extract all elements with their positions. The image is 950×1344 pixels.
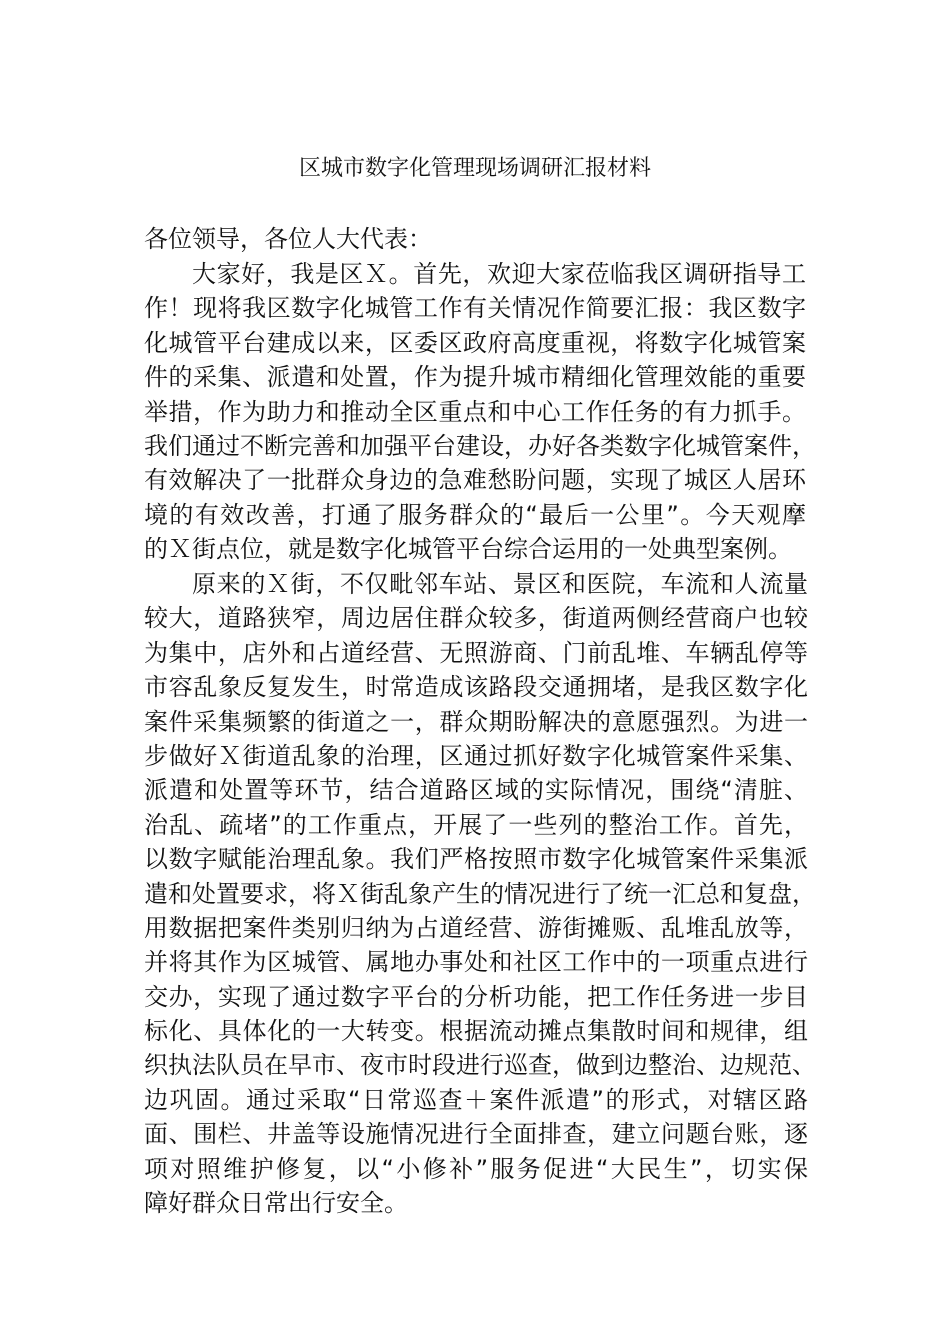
paragraph-line: 市容乱象反复发生，时常造成该路段交通拥堵，是我区数字化 [144,673,808,702]
paragraph-line: 治乱、疏堵”的工作重点，开展了一些列的整治工作。首先， [144,810,808,839]
paragraph-line: 作！现将我区数字化城管工作有关情况作简要汇报：我区数字 [144,294,806,323]
paragraph-intro [144,257,816,567]
paragraph-line: 境的有效改善，打通了服务群众的“最后一公里”。今天观摩 [144,500,806,529]
paragraph-line: 交办，实现了通过数字平台的分析功能，把工作任务进一步目 [144,982,808,1011]
paragraph-line: 为集中，店外和占道经营、无照游商、门前乱堆、车辆乱停等 [144,638,808,667]
paragraph-line: 化城管平台建成以来，区委区政府高度重视，将数字化城管案 [144,328,806,357]
paragraph-line: 项对照维护修复，以“小修补”服务促进“大民生”，切实保 [144,1154,808,1183]
paragraph-line: 遣和处置要求，将Ｘ街乱象产生的情况进行了统一汇总和复盘， [144,879,816,908]
paragraph-line: 大家好，我是区Ｘ。首先，欢迎大家莅临我区调研指导工 [192,260,806,288]
paragraph-line: 标化、具体化的一大转变。根据流动摊点集散时间和规律，组 [144,1017,808,1046]
paragraph-line: 边巩固。通过采取“日常巡查＋案件派遣”的形式，对辖区路 [144,1085,808,1114]
paragraph-street-governance [144,567,816,1220]
paragraph-line: 我们通过不断完善和加强平台建设，办好各类数字化城管案件， [144,431,816,460]
paragraph-line: 织执法队员在早市、夜市时段进行巡查，做到边整治、边规范、 [144,1051,816,1080]
paragraph-line: 步做好Ｘ街道乱象的治理，区通过抓好数字化城管案件采集、 [144,741,808,770]
paragraph-line: 用数据把案件类别归纳为占道经营、游街摊贩、乱堆乱放等， [144,913,808,942]
paragraph-line: 举措，作为助力和推动全区重点和中心工作任务的有力抓手。 [144,397,806,426]
paragraph-line: 以数字赋能治理乱象。我们严格按照市数字化城管案件采集派 [144,845,808,874]
paragraph-line: 障好群众日常出行安全。 [144,1189,408,1218]
paragraph-line: 的Ｘ街点位，就是数字化城管平台综合运用的一处典型案例。 [144,535,792,564]
paragraph-line: 案件采集频繁的街道之一，群众期盼解决的意愿强烈。为进一 [144,707,808,736]
document-title: 区城市数字化管理现场调研汇报材料 [298,156,651,181]
salutation: 各位领导，各位人大代表： [144,225,432,253]
paragraph-line: 有效解决了一批群众身边的急难愁盼问题，实现了城区人居环 [144,466,806,495]
paragraph-line: 件的采集、派遣和处置，作为提升城市精细化管理效能的重要 [144,363,806,392]
paragraph-line: 面、围栏、井盖等设施情况进行全面排查，建立问题台账，逐 [144,1120,808,1149]
paragraph-line: 派遣和处置等环节，结合道路区域的实际情况，围绕“清脏、 [144,776,808,805]
paragraph-line: 原来的Ｘ街，不仅毗邻车站、景区和医院，车流和人流量 [192,570,808,598]
paragraph-line: 较大，道路狭窄，周边居住群众较多，街道两侧经营商户也较 [144,604,808,633]
paragraph-line: 并将其作为区城管、属地办事处和社区工作中的一项重点进行 [144,948,808,977]
